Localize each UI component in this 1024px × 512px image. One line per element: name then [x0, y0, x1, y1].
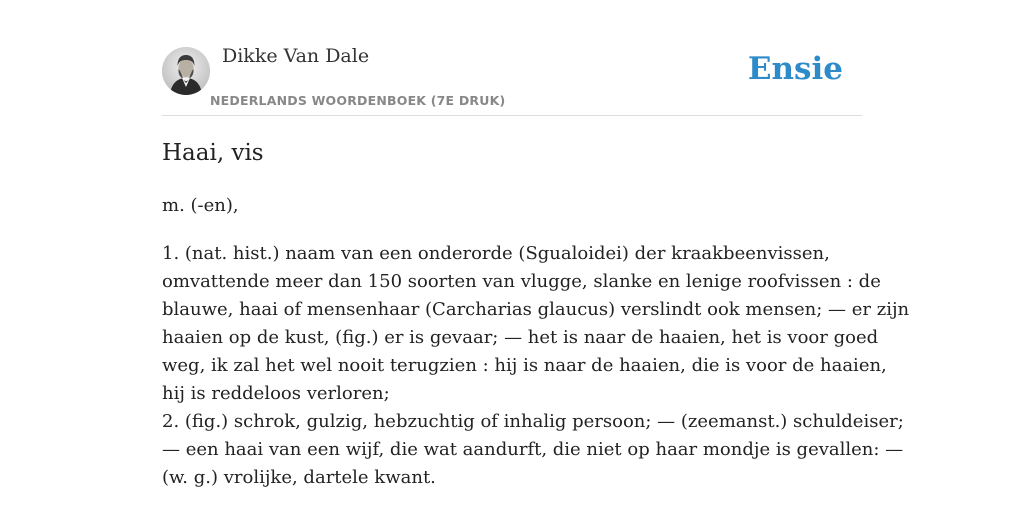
definition-line: — een haai van een wijf, die wat aandurft, die niet op haar mondje is gevallen: —: [162, 439, 904, 460]
grammar-note: m. (-en),: [162, 195, 239, 216]
source-label[interactable]: NEDERLANDS WOORDENBOEK (7E DRUK): [210, 93, 506, 108]
portrait-photo-icon: [162, 47, 210, 95]
author-name[interactable]: Dikke Van Dale: [222, 45, 370, 67]
definition-text: [162, 240, 910, 492]
definition-line: (w. g.) vrolijke, dartele kwant.: [162, 467, 436, 488]
entry-title: Haai, vis: [162, 140, 264, 166]
author-avatar[interactable]: [162, 47, 210, 95]
definition-line: hij is reddeloos verloren;: [162, 383, 390, 404]
definition-line: haaien op de kust, (fig.) er is gevaar; — het is naar de haaien, het is voor goed: [162, 327, 879, 348]
definition-line: 1. (nat. hist.) naam van een onderorde (Sgualoidei) der kraakbeenvissen,: [162, 243, 830, 264]
entry-card: [162, 0, 910, 512]
definition-line: weg, ik zal het wel nooit terugzien : hij is naar de haaien, die is voor de haaien,: [162, 355, 887, 376]
ensie-logo-link[interactable]: Ensie: [747, 51, 843, 87]
header-divider: [162, 115, 862, 116]
definition-line: blauwe, haai of mensenhaar (Carcharias glaucus) verslindt ook mensen; — er zijn: [162, 299, 910, 320]
definition-line: omvattende meer dan 150 soorten van vlugge, slanke en lenige roofvissen : de: [162, 271, 881, 292]
definition-line: 2. (fig.) schrok, gulzig, hebzuchtig of inhalig persoon; — (zeemanst.) schuldeiser;: [162, 411, 904, 432]
